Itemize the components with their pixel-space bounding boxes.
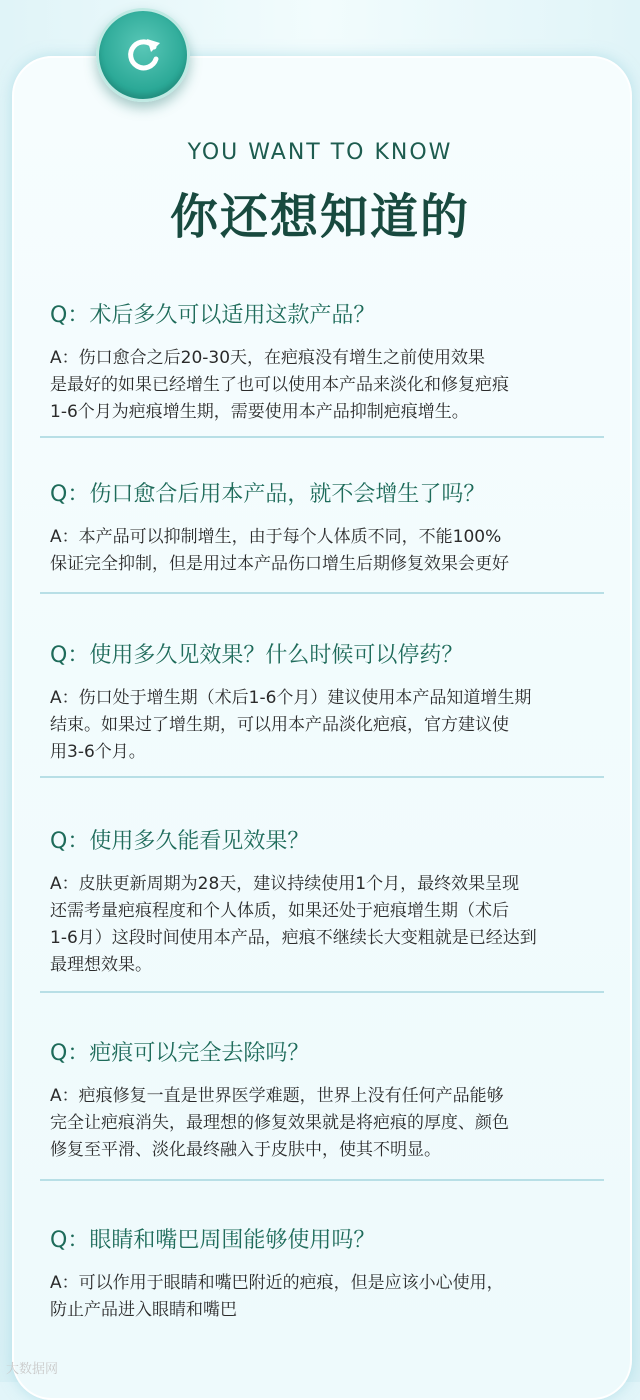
divider	[40, 1179, 604, 1181]
answer-line: 1-6月）这段时间使用本产品，疤痕不继续长大变粗就是已经达到	[50, 928, 537, 948]
divider	[40, 991, 604, 993]
faq-question: Q：使用多久能看见效果？	[50, 829, 310, 854]
answer-line: 是最好的如果已经增生了也可以使用本产品来淡化和修复疤痕	[50, 375, 509, 395]
faq-answer	[50, 1083, 610, 1164]
faq-item	[50, 827, 610, 979]
answer-line: A：伤口愈合之后20-30天，在疤痕没有增生之前使用效果	[50, 348, 486, 368]
faq-answer	[50, 685, 610, 766]
faq-answer	[50, 345, 610, 426]
faq-question: Q：眼睛和嘴巴周围能够使用吗？	[50, 1228, 376, 1253]
answer-line: 1-6个月为疤痕增生期，需要使用本产品抑制疤痕增生。	[50, 402, 469, 422]
answer-line: A：皮肤更新周期为28天，建议持续使用1个月，最终效果呈现	[50, 874, 520, 894]
answer-line: 结束。如果过了增生期，可以用本产品淡化疤痕，官方建议使	[50, 715, 509, 735]
faq-question: Q：伤口愈合后用本产品，就不会增生了吗？	[50, 482, 486, 507]
faq-item	[50, 480, 610, 578]
watermark: 大数据网	[6, 1362, 59, 1377]
answer-line: 修复至平滑、淡化最终融入于皮肤中，使其不明显。	[50, 1140, 441, 1160]
divider	[40, 776, 604, 778]
answer-line: 还需考量疤痕程度和个人体质，如果还处于疤痕增生期（术后	[50, 901, 509, 921]
faq-item	[50, 1039, 610, 1164]
answer-line: A：可以作用于眼睛和嘴巴附近的疤痕，但是应该小心使用，	[50, 1273, 504, 1293]
answer-line: 用3-6个月。	[50, 742, 146, 762]
answer-line: A：疤痕修复一直是世界医学难题，世界上没有任何产品能够	[50, 1086, 504, 1106]
faq-question: Q：疤痕可以完全去除吗？	[50, 1041, 310, 1066]
divider	[40, 592, 604, 594]
section-subtitle: YOU WANT TO KNOW	[187, 140, 453, 165]
faq-question: Q：使用多久见效果？什么时候可以停药？	[50, 643, 464, 668]
faq-answer	[50, 1270, 610, 1324]
answer-line: 最理想效果。	[50, 955, 152, 975]
answer-line: 完全让疤痕消失，最理想的修复效果就是将疤痕的厚度、颜色	[50, 1113, 509, 1133]
answer-line: A：伤口处于增生期（术后1-6个月）建议使用本产品知道增生期	[50, 688, 532, 708]
answer-line: A：本产品可以抑制增生，由于每个人体质不同，不能100%	[50, 527, 502, 547]
faq-item	[50, 301, 610, 426]
faq-answer	[50, 524, 610, 578]
faq-question: Q：术后多久可以适用这款产品？	[50, 303, 376, 328]
answer-line: 保证完全抑制，但是用过本产品伤口增生后期修复效果会更好	[50, 554, 509, 574]
faq-item	[50, 641, 610, 766]
section-title: 你还想知道的	[169, 189, 470, 245]
refresh-icon	[121, 33, 165, 77]
faq-answer	[50, 871, 610, 979]
divider	[40, 436, 604, 438]
answer-line: 防止产品进入眼睛和嘴巴	[50, 1300, 237, 1320]
refresh-badge	[96, 8, 190, 102]
faq-item	[50, 1226, 610, 1324]
